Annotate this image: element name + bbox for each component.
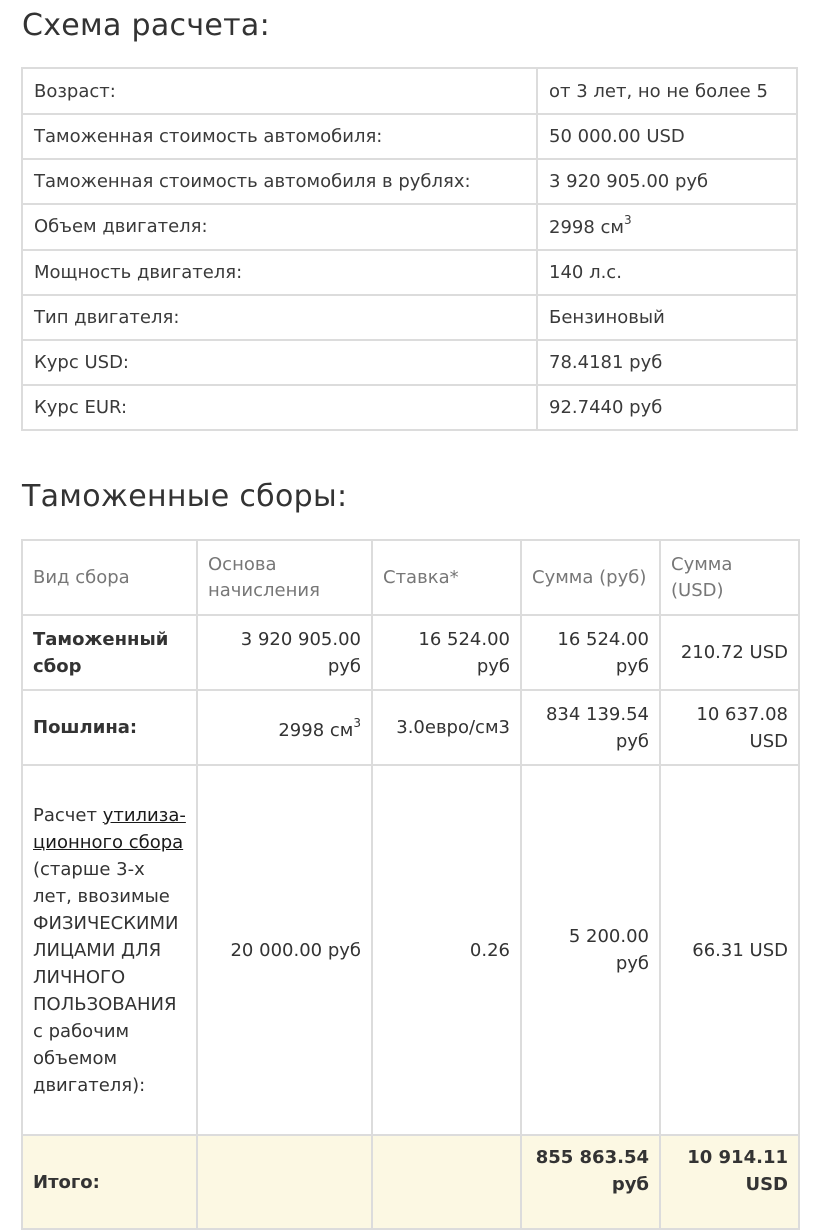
table-row: [22, 765, 799, 1135]
table-row: [22, 159, 797, 204]
engine-volume-text: 2998 см: [549, 217, 625, 239]
util-fee-sum-usd: 66.31 USD: [660, 765, 799, 1135]
engine-volume-label: Объем двигателя:: [22, 204, 537, 249]
total-row: [22, 1135, 799, 1229]
util-fee-suffix: (старше 3-х лет, ввозимые ФИЗИЧЕСКИМИ ЛИЦАМИ ДЛЯ ЛИЧНОГО ПОЛЬЗОВАНИЯ с рабочим объемом двигателя):: [33, 858, 179, 1096]
age-label: Возраст:: [22, 68, 537, 114]
header-base: Основа начисления: [197, 540, 372, 615]
header-sum-usd: Сумма (USD): [660, 540, 799, 615]
customs-value-rub: 3 920 905.00 руб: [537, 159, 797, 204]
header-rate: Ставка*: [372, 540, 521, 615]
total-empty-rate: [372, 1135, 521, 1229]
table-row: [22, 340, 797, 385]
customs-fee-sum-rub: 16 524.00 руб: [521, 615, 660, 690]
total-sum-rub: 855 863.54 руб: [521, 1135, 660, 1229]
engine-power-label: Мощность двигателя:: [22, 250, 537, 295]
customs-fee-sum-usd: 210.72 USD: [660, 615, 799, 690]
engine-type-value: Бензиновый: [537, 295, 797, 340]
schema-title: Схема расчета:: [22, 8, 270, 43]
customs-fee-label: Таможенный сбор: [22, 615, 197, 690]
util-fee-link[interactable]: утилиза-ционного сбора: [33, 804, 186, 853]
customs-fee-rate: 16 524.00 руб: [372, 615, 521, 690]
total-sum-usd: 10 914.11 USD: [660, 1135, 799, 1229]
total-empty-base: [197, 1135, 372, 1229]
table-row: [22, 68, 797, 114]
duty-sum-rub: 834 139.54 руб: [521, 690, 660, 765]
table-row: [22, 615, 799, 690]
util-fee-sum-rub: 5 200.00 руб: [521, 765, 660, 1135]
customs-value-label: Таможенная стоимость автомобиля:: [22, 114, 537, 159]
age-value: от 3 лет, но не более 5: [537, 68, 797, 114]
header-type: Вид сбора: [22, 540, 197, 615]
util-fee-prefix: Расчет: [33, 804, 97, 826]
header-sum-rub: Сумма (руб): [521, 540, 660, 615]
engine-volume-value: [537, 204, 797, 249]
total-label: Итого:: [22, 1135, 197, 1229]
table-row: [22, 690, 799, 765]
fees-title: Таможенные сборы:: [22, 479, 348, 514]
duty-label: Пошлина:: [22, 690, 197, 765]
customs-value-rub-label: Таможенная стоимость автомобиля в рублях:: [22, 159, 537, 204]
table-row: [22, 114, 797, 159]
duty-base: [197, 690, 372, 765]
usd-rate-value: 78.4181 руб: [537, 340, 797, 385]
engine-volume-sup: 3: [624, 213, 632, 228]
util-fee-base: 20 000.00 руб: [197, 765, 372, 1135]
table-row: [22, 385, 797, 430]
table-row: [22, 204, 797, 249]
fees-table: [21, 539, 800, 1230]
eur-rate-label: Курс EUR:: [22, 385, 537, 430]
schema-table: [21, 67, 798, 431]
util-fee-label: [22, 765, 197, 1135]
duty-base-sup: 3: [353, 715, 361, 730]
table-row: [22, 295, 797, 340]
usd-rate-label: Курс USD:: [22, 340, 537, 385]
customs-fee-base: 3 920 905.00 руб: [197, 615, 372, 690]
duty-rate: 3.0евро/см3: [372, 690, 521, 765]
engine-type-label: Тип двигателя:: [22, 295, 537, 340]
fees-header-row: [22, 540, 799, 615]
eur-rate-value: 92.7440 руб: [537, 385, 797, 430]
duty-sum-usd: 10 637.08 USD: [660, 690, 799, 765]
util-fee-rate: 0.26: [372, 765, 521, 1135]
customs-value-usd: 50 000.00 USD: [537, 114, 797, 159]
table-row: [22, 250, 797, 295]
duty-base-text: 2998 см: [278, 719, 354, 741]
engine-power-value: 140 л.с.: [537, 250, 797, 295]
